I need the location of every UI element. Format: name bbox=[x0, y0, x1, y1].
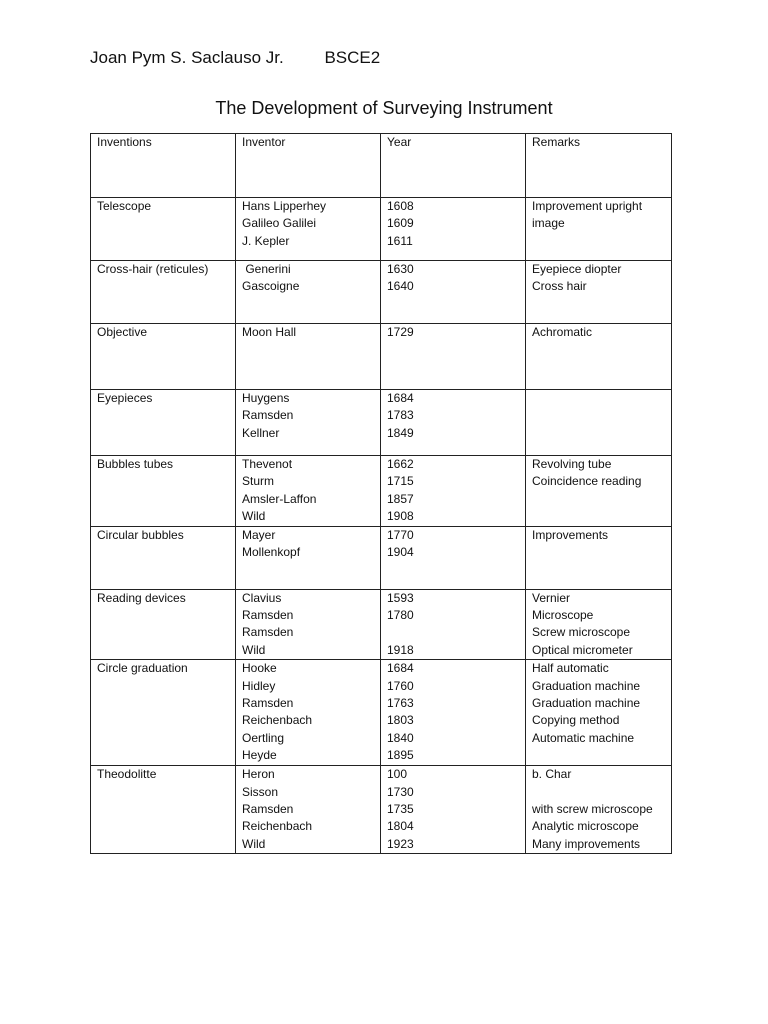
year-cell bbox=[381, 261, 526, 324]
year-cell bbox=[381, 198, 526, 261]
year-value: 1840 bbox=[387, 730, 414, 745]
invention-cell bbox=[91, 198, 236, 261]
inventor-name: Hans Lipperhey bbox=[242, 199, 327, 213]
remarks-cell bbox=[526, 198, 672, 261]
inventor-name: Ramsden bbox=[242, 802, 294, 817]
inventor-cell bbox=[236, 261, 381, 324]
inventor-name: Thevenot bbox=[242, 457, 293, 471]
year-cell bbox=[381, 456, 526, 527]
table-body bbox=[91, 198, 672, 854]
year-value: 1763 bbox=[387, 696, 414, 711]
table-row bbox=[91, 526, 672, 589]
inventor-name: Huygens bbox=[242, 391, 290, 405]
remarks-cell bbox=[526, 261, 672, 324]
year-value: 1608 bbox=[387, 199, 414, 213]
remark-text: Eyepiece diopter bbox=[532, 262, 622, 276]
inventor-cell bbox=[236, 660, 381, 766]
remark-text: Graduation machine bbox=[532, 696, 641, 711]
invention-cell bbox=[91, 390, 236, 456]
table-row bbox=[91, 589, 672, 660]
remark-text: Cross hair bbox=[532, 279, 587, 294]
table-row bbox=[91, 390, 672, 456]
year-cell bbox=[381, 390, 526, 456]
year-value: 1684 bbox=[387, 661, 414, 676]
year-value: 1735 bbox=[387, 802, 414, 817]
invention-name: Reading devices bbox=[97, 590, 186, 605]
inventor-cell bbox=[236, 198, 381, 261]
column-header: Year bbox=[381, 134, 526, 198]
year-value: 1609 bbox=[387, 216, 414, 231]
inventor-name: Ramsden bbox=[242, 625, 294, 640]
remarks-cell bbox=[526, 589, 672, 660]
year-value: 1729 bbox=[387, 325, 414, 339]
inventor-name: Galileo Galilei bbox=[242, 216, 317, 231]
table-row bbox=[91, 660, 672, 766]
document-title: The Development of Surveying Instrument bbox=[215, 98, 553, 118]
inventor-name: Mollenkopf bbox=[242, 545, 301, 560]
inventor-name: Sisson bbox=[242, 784, 279, 799]
invention-name: Bubbles tubes bbox=[97, 457, 174, 471]
year-value: 1640 bbox=[387, 279, 414, 294]
invention-cell bbox=[91, 324, 236, 390]
table-row bbox=[91, 324, 672, 390]
inventor-cell bbox=[236, 589, 381, 660]
year-value: 100 bbox=[387, 767, 408, 782]
year-value: 1895 bbox=[387, 748, 414, 763]
year-value: 1770 bbox=[387, 527, 414, 542]
inventor-name: J. Kepler bbox=[242, 233, 290, 248]
inventor-name: Wild bbox=[242, 509, 266, 524]
remark-text: Optical micrometer bbox=[532, 642, 633, 657]
year-cell bbox=[381, 660, 526, 766]
inventor-name: Wild bbox=[242, 836, 266, 851]
year-value: 1849 bbox=[387, 425, 414, 440]
remark-text: Many improvements bbox=[532, 836, 641, 851]
invention-cell bbox=[91, 766, 236, 854]
remark-text: Revolving tube bbox=[532, 457, 612, 471]
invention-name: Telescope bbox=[97, 199, 152, 213]
year-value: 1611 bbox=[387, 233, 413, 248]
instrument-table bbox=[90, 133, 672, 854]
year-cell bbox=[381, 324, 526, 390]
column-header: Remarks bbox=[526, 134, 672, 198]
year-value: 1918 bbox=[387, 642, 414, 657]
table-row bbox=[91, 198, 672, 261]
inventor-name: Ramsden bbox=[242, 408, 294, 423]
invention-name: Objective bbox=[97, 325, 148, 339]
invention-cell bbox=[91, 526, 236, 589]
course-code: BSCE2 bbox=[324, 48, 381, 67]
invention-cell bbox=[91, 261, 236, 324]
remark-text: Improvements bbox=[532, 527, 609, 542]
column-header: Inventions bbox=[91, 134, 236, 198]
remark-text bbox=[532, 784, 671, 801]
invention-cell bbox=[91, 456, 236, 527]
inventor-name: Heyde bbox=[242, 748, 277, 763]
inventor-name: Hidley bbox=[242, 678, 276, 693]
inventor-name: Oertling bbox=[242, 730, 285, 745]
inventor-cell bbox=[236, 390, 381, 456]
remark-text: Achromatic bbox=[532, 325, 593, 339]
year-value: 1857 bbox=[387, 491, 414, 506]
remark-text: Copying method bbox=[532, 713, 620, 728]
year-value: 1662 bbox=[387, 457, 414, 471]
remark-text: Automatic machine bbox=[532, 730, 635, 745]
inventor-cell bbox=[236, 526, 381, 589]
invention-cell bbox=[91, 589, 236, 660]
year-value: 1780 bbox=[387, 608, 414, 623]
inventor-name: Reichenbach bbox=[242, 713, 313, 728]
year-value: 1783 bbox=[387, 408, 414, 423]
invention-name: Cross-hair (reticules) bbox=[97, 262, 209, 276]
year-cell bbox=[381, 589, 526, 660]
remark-text: Analytic microscope bbox=[532, 819, 639, 834]
year-value: 1803 bbox=[387, 713, 414, 728]
inventor-cell bbox=[236, 766, 381, 854]
invention-name: Circle graduation bbox=[97, 661, 188, 676]
inventor-cell bbox=[236, 456, 381, 527]
table-row bbox=[91, 261, 672, 324]
invention-name: Eyepieces bbox=[97, 391, 153, 405]
remarks-cell bbox=[526, 390, 672, 456]
year-cell bbox=[381, 526, 526, 589]
inventor-name: Hooke bbox=[242, 661, 277, 676]
remark-text: Screw microscope bbox=[532, 625, 631, 640]
invention-name: Theodolitte bbox=[97, 767, 157, 782]
author-name: Joan Pym S. Saclauso Jr. bbox=[90, 48, 284, 67]
year-cell bbox=[381, 766, 526, 854]
inventor-name: Kellner bbox=[242, 425, 280, 440]
inventor-name: Gascoigne bbox=[242, 279, 300, 294]
year-value: 1730 bbox=[387, 784, 414, 799]
year-value: 1760 bbox=[387, 678, 414, 693]
year-value: 1904 bbox=[387, 545, 414, 560]
year-value: 1804 bbox=[387, 819, 414, 834]
remark-text: image bbox=[532, 216, 565, 231]
inventor-cell bbox=[236, 324, 381, 390]
remark-text: with screw microscope bbox=[532, 802, 653, 817]
inventor-name: Reichenbach bbox=[242, 819, 313, 834]
remark-text: Vernier bbox=[532, 590, 571, 605]
table-row bbox=[91, 766, 672, 854]
inventor-name: Generini bbox=[242, 262, 291, 276]
remark-text: Coincidence reading bbox=[532, 474, 642, 489]
inventor-name: Ramsden bbox=[242, 608, 294, 623]
year-value: 1923 bbox=[387, 836, 414, 851]
remarks-cell bbox=[526, 766, 672, 854]
inventor-name: Amsler-Laffon bbox=[242, 491, 317, 506]
table-row bbox=[91, 456, 672, 527]
year-value: 1715 bbox=[387, 474, 414, 489]
year-value: 1593 bbox=[387, 590, 414, 605]
inventor-name: Heron bbox=[242, 767, 275, 782]
year-value: 1630 bbox=[387, 262, 414, 276]
invention-name: Circular bubbles bbox=[97, 527, 184, 542]
column-header: Inventor bbox=[236, 134, 381, 198]
inventor-name: Sturm bbox=[242, 474, 275, 489]
inventor-name: Ramsden bbox=[242, 696, 294, 711]
invention-cell bbox=[91, 660, 236, 766]
remarks-cell bbox=[526, 660, 672, 766]
table-header-row bbox=[91, 134, 672, 198]
remarks-cell bbox=[526, 324, 672, 390]
year-value bbox=[387, 624, 525, 641]
year-value: 1908 bbox=[387, 509, 414, 524]
inventor-name: Mayer bbox=[242, 527, 276, 542]
remarks-cell bbox=[526, 456, 672, 527]
inventor-name: Wild bbox=[242, 642, 266, 657]
remark-text: Half automatic bbox=[532, 661, 609, 676]
year-value: 1684 bbox=[387, 391, 414, 405]
document-header bbox=[90, 48, 380, 68]
inventor-name: Clavius bbox=[242, 590, 282, 605]
inventor-name: Moon Hall bbox=[242, 325, 297, 339]
remark-text: Graduation machine bbox=[532, 678, 641, 693]
remark-text: Microscope bbox=[532, 608, 594, 623]
remarks-cell bbox=[526, 526, 672, 589]
remark-text: b. Char bbox=[532, 767, 572, 782]
remark-text: Improvement upright bbox=[532, 199, 643, 213]
